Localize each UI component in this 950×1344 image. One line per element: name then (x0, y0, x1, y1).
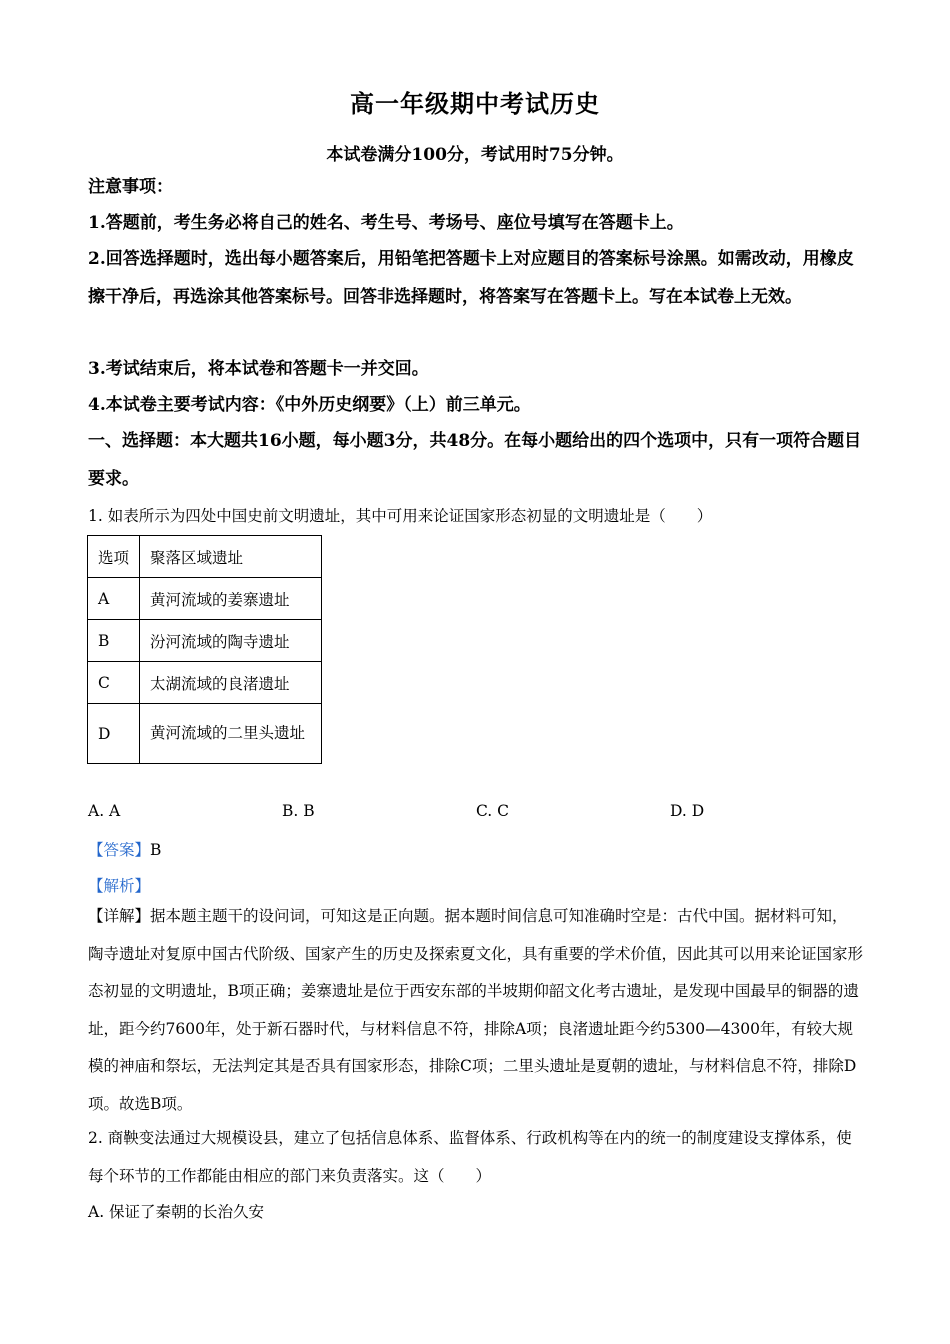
choice-c: C. C (476, 802, 510, 820)
table-header-site: 聚落区域遗址 (140, 536, 322, 578)
table-cell: 汾河流域的陶寺遗址 (140, 620, 322, 662)
table-cell: C (88, 662, 140, 704)
table-header-option: 选项 (88, 536, 140, 578)
section-heading: 一、选择题：本大题共16小题，每小题3分，共48分。在每小题给出的四个选项中，只有一项符合题目要求。 (88, 431, 862, 489)
detail-tag: 【详解】 (88, 907, 151, 925)
question-1-stem: 1. 如表所示为四处中国史前文明遗址，其中可用来论证国家形态初显的文明遗址是（ ） (88, 507, 713, 525)
table-row (88, 662, 322, 704)
choice-a: A. A (88, 802, 121, 820)
table-cell: 黄河流域的二里头遗址 (140, 704, 322, 764)
question-2-option-a: A. 保证了秦朝的长治久安 (88, 1203, 265, 1221)
detail-paragraph (88, 898, 863, 1123)
table-cell: B (88, 620, 140, 662)
analysis-tag: 【解析】 (88, 877, 151, 895)
table-cell: D (88, 704, 140, 764)
notice-item-1: 1.答题前，考生务必将自己的姓名、考生号、考场号、座位号填写在答题卡上。 (88, 213, 684, 233)
table-row (88, 536, 322, 578)
page-title: 高一年级期中考试历史 (350, 89, 600, 118)
table-row (88, 704, 322, 764)
table-cell: 黄河流域的姜寨遗址 (140, 578, 322, 620)
analysis-line (88, 874, 150, 896)
answer-line (88, 838, 161, 860)
answer-tag: 【答案】 (88, 841, 151, 859)
table-row (88, 578, 322, 620)
choice-b: B. B (282, 802, 315, 820)
detail-text: 据本题主题干的设问词，可知这是正向题。据本题时间信息可知准确时空是：古代中国。据材料可知，陶寺遗址对复原中国古代阶级、国家产生的历史及探索夏文化，具有重要的学术价值，因此其可以用来论证国家形态初显的文明遗址，B项正确；姜寨遗址是位于西安东部的半坡期仰韶文化考古遗址，是发现中国最早的铜器的遗址，距今约7600年，处于新石器时代，与材料信息不符，排除A项；良渚遗址距今约5300—4300年，有较大规模的神庙和祭坛，无法判定其是否具有国家形态，排除C项；二里头遗址是夏朝的遗址，与材料信息不符，排除D项。故选B项。 (88, 907, 864, 1113)
notice-heading: 注意事项： (88, 177, 173, 197)
question-2-stem: 2. 商鞅变法通过大规模设县，建立了包括信息体系、监督体系、行政机构等在内的统一的制度建设支撑体系，使每个环节的工作都能由相应的部门来负责落实。这（ ） (88, 1129, 852, 1185)
answer-value: B (150, 841, 162, 859)
table-cell: 太湖流域的良渚遗址 (140, 662, 322, 704)
table-row (88, 620, 322, 662)
notice-item-3: 3.考试结束后，将本试卷和答题卡一并交回。 (88, 359, 429, 379)
notice-item-4: 4.本试卷主要考试内容：《中外历史纲要》（上）前三单元。 (88, 395, 531, 415)
question-1-table (87, 535, 322, 764)
notice-item-2: 2.回答选择题时，选出每小题答案后，用铅笔把答题卡上对应题目的答案标号涂黑。如需改动，用橡皮擦干净后，再选涂其他答案标号。回答非选择题时，将答案写在答题卡上。写在本试卷上无效。 (88, 249, 854, 307)
choice-d: D. D (670, 802, 705, 820)
table-cell: A (88, 578, 140, 620)
exam-info: 本试卷满分100分，考试用时75分钟。 (326, 145, 624, 165)
